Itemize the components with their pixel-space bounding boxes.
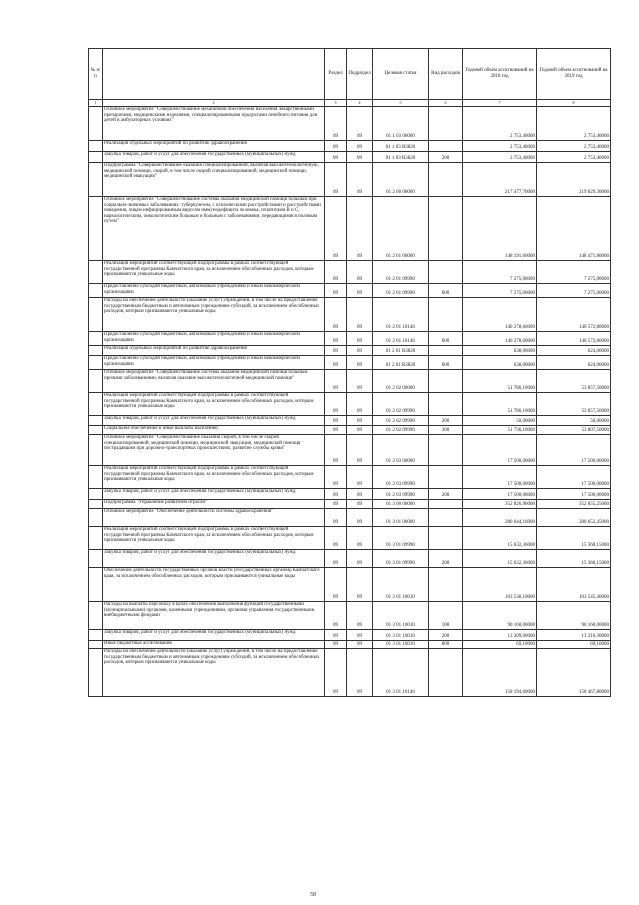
- index-cell: [89, 527, 103, 550]
- section-cell: 09: [325, 197, 347, 261]
- target-article-cell: 01 2 03 09990: [373, 489, 429, 500]
- subsection-cell: 09: [347, 152, 373, 163]
- name-cell: Подпрограмма "Управление развитием отрасли": [103, 500, 325, 509]
- expense-type-cell: [429, 500, 463, 509]
- header-num: № п/п: [89, 49, 103, 100]
- table-row: [89, 284, 611, 298]
- year-2019-cell: 352 855,25000: [537, 500, 611, 509]
- section-cell: 09: [325, 393, 347, 416]
- section-cell: 09: [325, 435, 347, 466]
- name-cell: Обеспечение деятельности государственных органов власти (государственных органов) Камчатского края, за исключением обособленных расходов, которым присваиваются уникальные коды: [103, 568, 325, 602]
- budget-table-sheet: [88, 48, 610, 870]
- name-cell: Социальное обеспечение и иные выплаты населению: [103, 426, 325, 435]
- year-2019-cell: 69,10000: [537, 641, 611, 649]
- expense-type-cell: 200: [429, 152, 463, 163]
- table-row: [89, 261, 611, 284]
- year-2018-cell: 69,10000: [463, 641, 537, 649]
- target-article-cell: 01 3 01 09990: [373, 550, 429, 568]
- target-article-cell: 01 3 01 10010: [373, 630, 429, 641]
- expense-type-cell: [429, 370, 463, 393]
- name-cell: Реализация мероприятий соответствующей подпрограммы в рамках соответствующей государственной программы Камчатского края, за исключением обособленных расходов, которым присваиваются уникальные коды: [103, 393, 325, 416]
- subsection-cell: 09: [347, 435, 373, 466]
- expense-type-cell: 600: [429, 332, 463, 346]
- table-row: [89, 550, 611, 568]
- column-number: 2: [103, 100, 325, 107]
- section-cell: 09: [325, 630, 347, 641]
- name-cell: Основное мероприятие "Совершенствование механизмов обеспечения населения лекарственными препаратами, медицинскими изделиями, специализированными продуктами лечебного питания для детей в амбулаторных условиях": [103, 107, 325, 141]
- name-cell: Иные бюджетные ассигнования: [103, 641, 325, 649]
- name-cell: Реализация отдельных мероприятий по развитию здравоохранения: [103, 141, 325, 152]
- subsection-cell: 09: [347, 107, 373, 141]
- year-2018-cell: 638,00000: [463, 346, 537, 356]
- name-cell: Расходы на обеспечение деятельности (оказание услуг) учреждений, в том числе на предоставление государственным бюджетным и автономным учреждениям субсидий, за исключением обособленных расходов, которым присваиваются уникальные коды: [103, 298, 325, 332]
- year-2018-cell: 280 644,16000: [463, 509, 537, 527]
- column-number: 4: [347, 100, 373, 107]
- index-cell: [89, 298, 103, 332]
- subsection-cell: 09: [347, 370, 373, 393]
- expense-type-cell: 300: [429, 426, 463, 435]
- year-2018-cell: 15 632,36000: [463, 550, 537, 568]
- target-article-cell: 01 3 00 00000: [373, 500, 429, 509]
- table-row: [89, 426, 611, 435]
- index-cell: [89, 500, 103, 509]
- header-target-article: Целевая статья: [373, 49, 429, 100]
- expense-type-cell: 100: [429, 602, 463, 630]
- expense-type-cell: [429, 298, 463, 332]
- table-row: [89, 435, 611, 466]
- expense-type-cell: [429, 107, 463, 141]
- subsection-cell: 09: [347, 284, 373, 298]
- year-2018-cell: 217 477,70000: [463, 163, 537, 197]
- section-cell: 09: [325, 163, 347, 197]
- column-number: 1: [89, 100, 103, 107]
- table-row: [89, 152, 611, 163]
- section-cell: 09: [325, 416, 347, 426]
- year-2019-cell: 53 857,50000: [537, 370, 611, 393]
- target-article-cell: 01 2 02 00000: [373, 370, 429, 393]
- expense-type-cell: 200: [429, 489, 463, 500]
- index-cell: [89, 393, 103, 416]
- index-cell: [89, 141, 103, 152]
- name-cell: Реализация мероприятий соответствующей подпрограммы в рамках соответствующей государственной программы Камчатского края, за исключением обособленных расходов, которым присваиваются уникальные коды: [103, 261, 325, 284]
- target-article-cell: 01 2 01 R3820: [373, 356, 429, 370]
- expense-type-cell: 200: [429, 550, 463, 568]
- year-2019-cell: 2 753,40000: [537, 141, 611, 152]
- section-cell: 09: [325, 500, 347, 509]
- table-row: [89, 466, 611, 489]
- table-row: [89, 649, 611, 697]
- year-2019-cell: 17 500,00000: [537, 489, 611, 500]
- year-2018-cell: 17 500,00000: [463, 466, 537, 489]
- subsection-cell: 09: [347, 298, 373, 332]
- subsection-cell: 09: [347, 393, 373, 416]
- index-cell: [89, 416, 103, 426]
- year-2018-cell: 103 538,10000: [463, 568, 537, 602]
- expense-type-cell: [429, 568, 463, 602]
- index-cell: [89, 370, 103, 393]
- table-row: [89, 509, 611, 527]
- column-number: 6: [429, 100, 463, 107]
- index-cell: [89, 641, 103, 649]
- table-row: [89, 197, 611, 261]
- subsection-cell: 09: [347, 527, 373, 550]
- subsection-cell: 09: [347, 466, 373, 489]
- column-number: 5: [373, 100, 429, 107]
- target-article-cell: 01 2 01 R3820: [373, 346, 429, 356]
- year-2019-cell: 219 829,30000: [537, 163, 611, 197]
- subsection-cell: 09: [347, 163, 373, 197]
- header-year-2018: Годовой объем ассигнований на 2018 год: [463, 49, 537, 100]
- name-cell: Расходы на выплаты персоналу в целях обеспечения выполнения функций государственными (муниципальными) органами, казенными учреждениями, органами управления государственными внебюджетными фондами: [103, 602, 325, 630]
- name-cell: Закупка товаров, работ и услуг для обеспечения государственных (муниципальных) нужд: [103, 152, 325, 163]
- target-article-cell: 01 1 03 R3820: [373, 141, 429, 152]
- expense-type-cell: 600: [429, 356, 463, 370]
- target-article-cell: 01 2 03 00000: [373, 435, 429, 466]
- index-cell: [89, 163, 103, 197]
- year-2018-cell: 51 786,10000: [463, 393, 537, 416]
- subsection-cell: 09: [347, 197, 373, 261]
- expense-type-cell: 200: [429, 630, 463, 641]
- index-cell: [89, 435, 103, 466]
- year-2018-cell: 158 194,60000: [463, 649, 537, 697]
- expense-type-cell: [429, 527, 463, 550]
- year-2018-cell: 13 309,00000: [463, 630, 537, 641]
- year-2019-cell: 2 753,40000: [537, 152, 611, 163]
- subsection-cell: 09: [347, 346, 373, 356]
- name-cell: Расходы на обеспечение деятельности (оказание услуг) учреждений, в том числе на предоставление государственным бюджетным и автономным учреждениям субсидий, за исключением обособленных расходов, которым присваиваются уникальные коды: [103, 649, 325, 697]
- section-cell: 09: [325, 527, 347, 550]
- expense-type-cell: [429, 509, 463, 527]
- subsection-cell: 09: [347, 426, 373, 435]
- year-2018-cell: 7 275,00000: [463, 284, 537, 298]
- year-2019-cell: 2 753,40000: [537, 107, 611, 141]
- subsection-cell: 09: [347, 489, 373, 500]
- index-cell: [89, 630, 103, 641]
- section-cell: 09: [325, 649, 347, 697]
- expense-type-cell: [429, 141, 463, 152]
- year-2019-cell: 140 572,80000: [537, 298, 611, 332]
- table-row: [89, 630, 611, 641]
- index-cell: [89, 550, 103, 568]
- subsection-cell: 09: [347, 416, 373, 426]
- section-cell: 09: [325, 346, 347, 356]
- expense-type-cell: [429, 346, 463, 356]
- index-cell: [89, 284, 103, 298]
- subsection-cell: 09: [347, 641, 373, 649]
- index-cell: [89, 509, 103, 527]
- name-cell: Реализация мероприятий соответствующей подпрограммы в рамках соответствующей государственной программы Камчатского края, за исключением обособленных расходов, которым присваиваются уникальные коды: [103, 527, 325, 550]
- index-cell: [89, 356, 103, 370]
- header-subsection: Подраздел: [347, 49, 373, 100]
- target-article-cell: 01 2 02 09990: [373, 393, 429, 416]
- section-cell: 09: [325, 466, 347, 489]
- target-article-cell: 01 3 01 10010: [373, 641, 429, 649]
- subsection-cell: 09: [347, 332, 373, 346]
- section-cell: 09: [325, 568, 347, 602]
- target-article-cell: 01 2 01 10140: [373, 332, 429, 346]
- section-cell: 09: [325, 370, 347, 393]
- column-number: 3: [325, 100, 347, 107]
- target-article-cell: 01 1 03 R3820: [373, 152, 429, 163]
- section-cell: 09: [325, 356, 347, 370]
- target-article-cell: 01 1 03 00000: [373, 107, 429, 141]
- subsection-cell: 09: [347, 141, 373, 152]
- year-2018-cell: 2 753,40000: [463, 141, 537, 152]
- target-article-cell: 01 3 01 09990: [373, 527, 429, 550]
- name-cell: Реализация отдельных мероприятий по развитию здравоохранения: [103, 346, 325, 356]
- index-cell: [89, 602, 103, 630]
- index-cell: [89, 489, 103, 500]
- year-2018-cell: 50,00000: [463, 416, 537, 426]
- year-2018-cell: 7 275,00000: [463, 261, 537, 284]
- subsection-cell: 09: [347, 261, 373, 284]
- table-row: [89, 107, 611, 141]
- subsection-cell: 09: [347, 356, 373, 370]
- year-2019-cell: 90 160,00000: [537, 602, 611, 630]
- table-row: [89, 393, 611, 416]
- section-cell: 09: [325, 426, 347, 435]
- section-cell: 09: [325, 284, 347, 298]
- table-row: [89, 356, 611, 370]
- expense-type-cell: 800: [429, 641, 463, 649]
- column-number: 8: [537, 100, 611, 107]
- section-cell: 09: [325, 509, 347, 527]
- subsection-cell: 09: [347, 602, 373, 630]
- name-cell: Основное мероприятие "Совершенствование оказания скорой, в том числе скорой специализированной, медицинской помощи, медицинской эвакуации, медицинской помощи пострадавшим при дорожно-транспортных происшествиях, развитие службы крови": [103, 435, 325, 466]
- year-2019-cell: 13 316,30000: [537, 630, 611, 641]
- index-cell: [89, 332, 103, 346]
- header-expense-type: Вид расходов: [429, 49, 463, 100]
- table-row: [89, 298, 611, 332]
- year-2018-cell: 51 736,10000: [463, 426, 537, 435]
- year-2018-cell: 352 826,96000: [463, 500, 537, 509]
- year-2018-cell: 2 753,40000: [463, 107, 537, 141]
- table-row: [89, 602, 611, 630]
- name-cell: Предоставление субсидий бюджетным, автономным учреждениям и иным некоммерческим организациям: [103, 356, 325, 370]
- table-row: [89, 346, 611, 356]
- section-cell: 09: [325, 141, 347, 152]
- budget-allocation-table: [88, 48, 611, 697]
- year-2019-cell: 17 500,00000: [537, 466, 611, 489]
- year-2018-cell: 638,00000: [463, 356, 537, 370]
- index-cell: [89, 466, 103, 489]
- table-row: [89, 370, 611, 393]
- target-article-cell: 01 2 01 09990: [373, 261, 429, 284]
- section-cell: 09: [325, 261, 347, 284]
- year-2019-cell: 15 360,15000: [537, 527, 611, 550]
- section-cell: 09: [325, 641, 347, 649]
- table-row: [89, 416, 611, 426]
- target-article-cell: 01 2 03 09990: [373, 466, 429, 489]
- target-article-cell: 01 2 02 09990: [373, 416, 429, 426]
- subsection-cell: 09: [347, 500, 373, 509]
- expense-type-cell: [429, 435, 463, 466]
- target-article-cell: 01 2 00 00000: [373, 163, 429, 197]
- name-cell: Закупка товаров, работ и услуг для обеспечения государственных (муниципальных) нужд: [103, 550, 325, 568]
- header-name: [103, 49, 325, 100]
- year-2019-cell: 15 360,15000: [537, 550, 611, 568]
- index-cell: [89, 568, 103, 602]
- section-cell: 09: [325, 152, 347, 163]
- index-cell: [89, 261, 103, 284]
- expense-type-cell: [429, 466, 463, 489]
- table-row: [89, 163, 611, 197]
- year-2019-cell: 158 467,80000: [537, 649, 611, 697]
- header-row: [89, 49, 611, 100]
- name-cell: Реализация мероприятий соответствующей подпрограммы в рамках соответствующей государственной программы Камчатского края, за исключением обособленных расходов, которым присваиваются уникальные коды: [103, 466, 325, 489]
- target-article-cell: 01 2 01 10140: [373, 298, 429, 332]
- expense-type-cell: [429, 197, 463, 261]
- target-article-cell: 01 2 01 00000: [373, 197, 429, 261]
- target-article-cell: 01 2 01 09990: [373, 284, 429, 298]
- year-2019-cell: 17 500,00000: [537, 435, 611, 466]
- target-article-cell: 01 3 01 10010: [373, 568, 429, 602]
- year-2019-cell: 7 275,00000: [537, 261, 611, 284]
- index-cell: [89, 152, 103, 163]
- section-cell: 09: [325, 332, 347, 346]
- expense-type-cell: 200: [429, 416, 463, 426]
- year-2019-cell: 280 652,45000: [537, 509, 611, 527]
- year-2019-cell: 7 275,00000: [537, 284, 611, 298]
- section-cell: 09: [325, 550, 347, 568]
- year-2019-cell: 148 471,80000: [537, 197, 611, 261]
- year-2018-cell: 140 278,60000: [463, 298, 537, 332]
- column-number: 7: [463, 100, 537, 107]
- year-2018-cell: 17 500,00000: [463, 435, 537, 466]
- section-cell: 09: [325, 298, 347, 332]
- table-row: [89, 141, 611, 152]
- name-cell: Предоставление субсидий бюджетным, автономным учреждениям и иным некоммерческим организациям: [103, 284, 325, 298]
- expense-type-cell: 600: [429, 284, 463, 298]
- year-2018-cell: 148 191,60000: [463, 197, 537, 261]
- target-article-cell: 01 3 01 00000: [373, 509, 429, 527]
- header-section: Раздел: [325, 49, 347, 100]
- section-cell: 09: [325, 107, 347, 141]
- year-2018-cell: 90 160,00000: [463, 602, 537, 630]
- year-2018-cell: 140 278,60000: [463, 332, 537, 346]
- subsection-cell: 09: [347, 649, 373, 697]
- table-row: [89, 641, 611, 649]
- page-number: 58: [310, 892, 316, 898]
- subsection-cell: 09: [347, 568, 373, 602]
- name-cell: Предоставление субсидий бюджетным, автономным учреждениям и иным некоммерческим организациям: [103, 332, 325, 346]
- name-cell: Основное мероприятие "Совершенствование системы оказания медицинской помощи больным при социально-значимых заболеваниях: туберкулезом, с психическими расстройствами и расстройствами поведения, лицам инфицированным вирусом иммунодефицита человека, гепатитами В и С, наркологическим, онкологическим больным и больным с заболеваниями, передающимися половым путем": [103, 197, 325, 261]
- table-row: [89, 332, 611, 346]
- name-cell: Закупка товаров, работ и услуг для обеспечения государственных (муниципальных) нужд: [103, 489, 325, 500]
- target-article-cell: 01 3 01 10010: [373, 602, 429, 630]
- subsection-cell: 09: [347, 550, 373, 568]
- name-cell: Закупка товаров, работ и услуг для обеспечения государственных (муниципальных) нужд: [103, 416, 325, 426]
- year-2019-cell: 103 545,40000: [537, 568, 611, 602]
- table-body: [89, 107, 611, 697]
- year-2019-cell: 53 857,50000: [537, 393, 611, 416]
- subsection-cell: 09: [347, 630, 373, 641]
- year-2018-cell: 51 786,10000: [463, 370, 537, 393]
- name-cell: Основное мероприятие "Обеспечение деятельности системы здравоохранения": [103, 509, 325, 527]
- header-year-2019: Годовой объем ассигнований на 2019 год: [537, 49, 611, 100]
- index-cell: [89, 426, 103, 435]
- name-cell: Подпрограмма "Совершенствование оказания специализированной, включая высокотехнологичную, медицинской помощи, скорой, в том числе скорой специализированной, медицинской помощи, медицинской эвакуации": [103, 163, 325, 197]
- table-row: [89, 527, 611, 550]
- expense-type-cell: [429, 393, 463, 416]
- year-2018-cell: 17 500,00000: [463, 489, 537, 500]
- expense-type-cell: [429, 261, 463, 284]
- column-number-row: [89, 100, 611, 107]
- index-cell: [89, 649, 103, 697]
- name-cell: Закупка товаров, работ и услуг для обеспечения государственных (муниципальных) нужд: [103, 630, 325, 641]
- index-cell: [89, 197, 103, 261]
- year-2018-cell: 15 632,36000: [463, 527, 537, 550]
- year-2019-cell: 50,00000: [537, 416, 611, 426]
- target-article-cell: 01 3 01 10140: [373, 649, 429, 697]
- target-article-cell: 01 2 02 09990: [373, 426, 429, 435]
- index-cell: [89, 346, 103, 356]
- section-cell: 09: [325, 602, 347, 630]
- table-row: [89, 489, 611, 500]
- expense-type-cell: [429, 649, 463, 697]
- subsection-cell: 09: [347, 509, 373, 527]
- table-row: [89, 500, 611, 509]
- year-2019-cell: 624,00000: [537, 356, 611, 370]
- year-2018-cell: 2 753,40000: [463, 152, 537, 163]
- name-cell: Основное мероприятие "Совершенствование системы оказания медицинской помощи больным прочими заболеваниями, включая оказание высокотехнологичной медицинской помощи": [103, 370, 325, 393]
- year-2019-cell: 140 572,80000: [537, 332, 611, 346]
- section-cell: 09: [325, 489, 347, 500]
- table-row: [89, 568, 611, 602]
- index-cell: [89, 107, 103, 141]
- year-2019-cell: 53 807,50000: [537, 426, 611, 435]
- expense-type-cell: [429, 163, 463, 197]
- year-2019-cell: 624,00000: [537, 346, 611, 356]
